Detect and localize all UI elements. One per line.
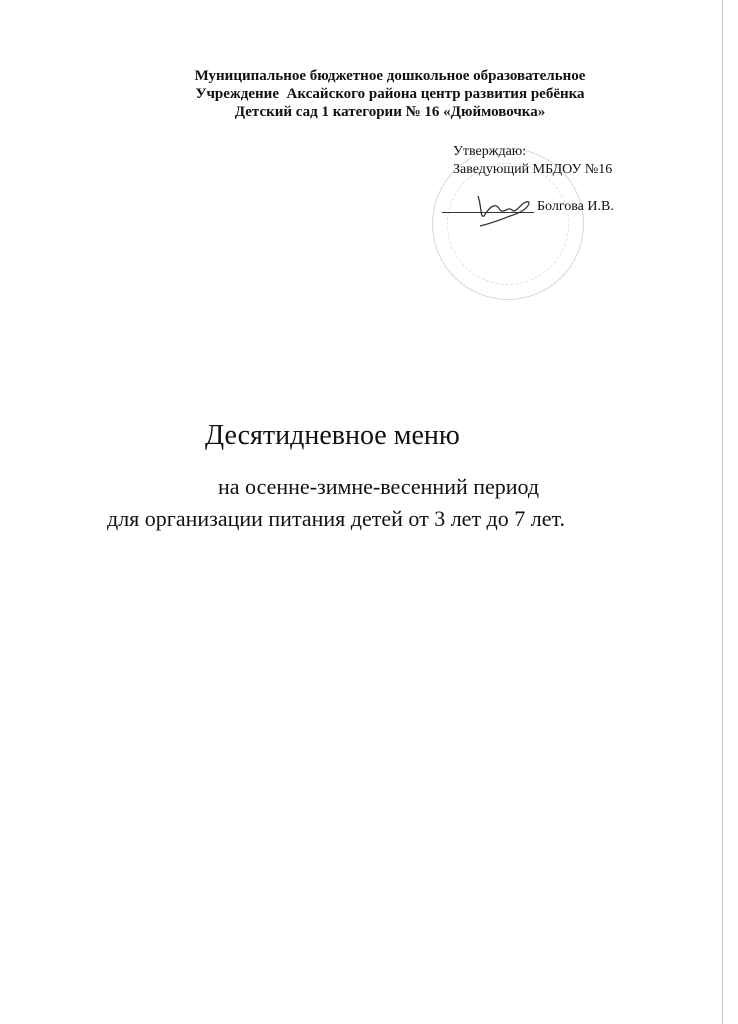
institution-header (150, 67, 630, 121)
document-subtitle-age: для организации питания детей от 3 лет до 7 лет. (107, 506, 565, 531)
document-subtitle-period: на осенне-зимне-весенний период (218, 474, 540, 499)
header-line-1: Муниципальное бюджетное дошкольное образовательное (194, 68, 586, 84)
approval-position: Заведующий МБДОУ №16 (453, 162, 613, 177)
document-title: Десятидневное меню (205, 420, 460, 451)
approver-name: Болгова И.В. (537, 199, 614, 214)
scan-edge-line (722, 0, 723, 1024)
header-line-3: Детский сад 1 категории № 16 «Дюймовочка» (234, 104, 546, 120)
header-line-2: Учреждение Аксайского района центр развития ребёнка (195, 86, 585, 102)
approval-block (453, 143, 612, 179)
approval-label: Утверждаю: (453, 144, 527, 159)
signature (470, 188, 540, 228)
